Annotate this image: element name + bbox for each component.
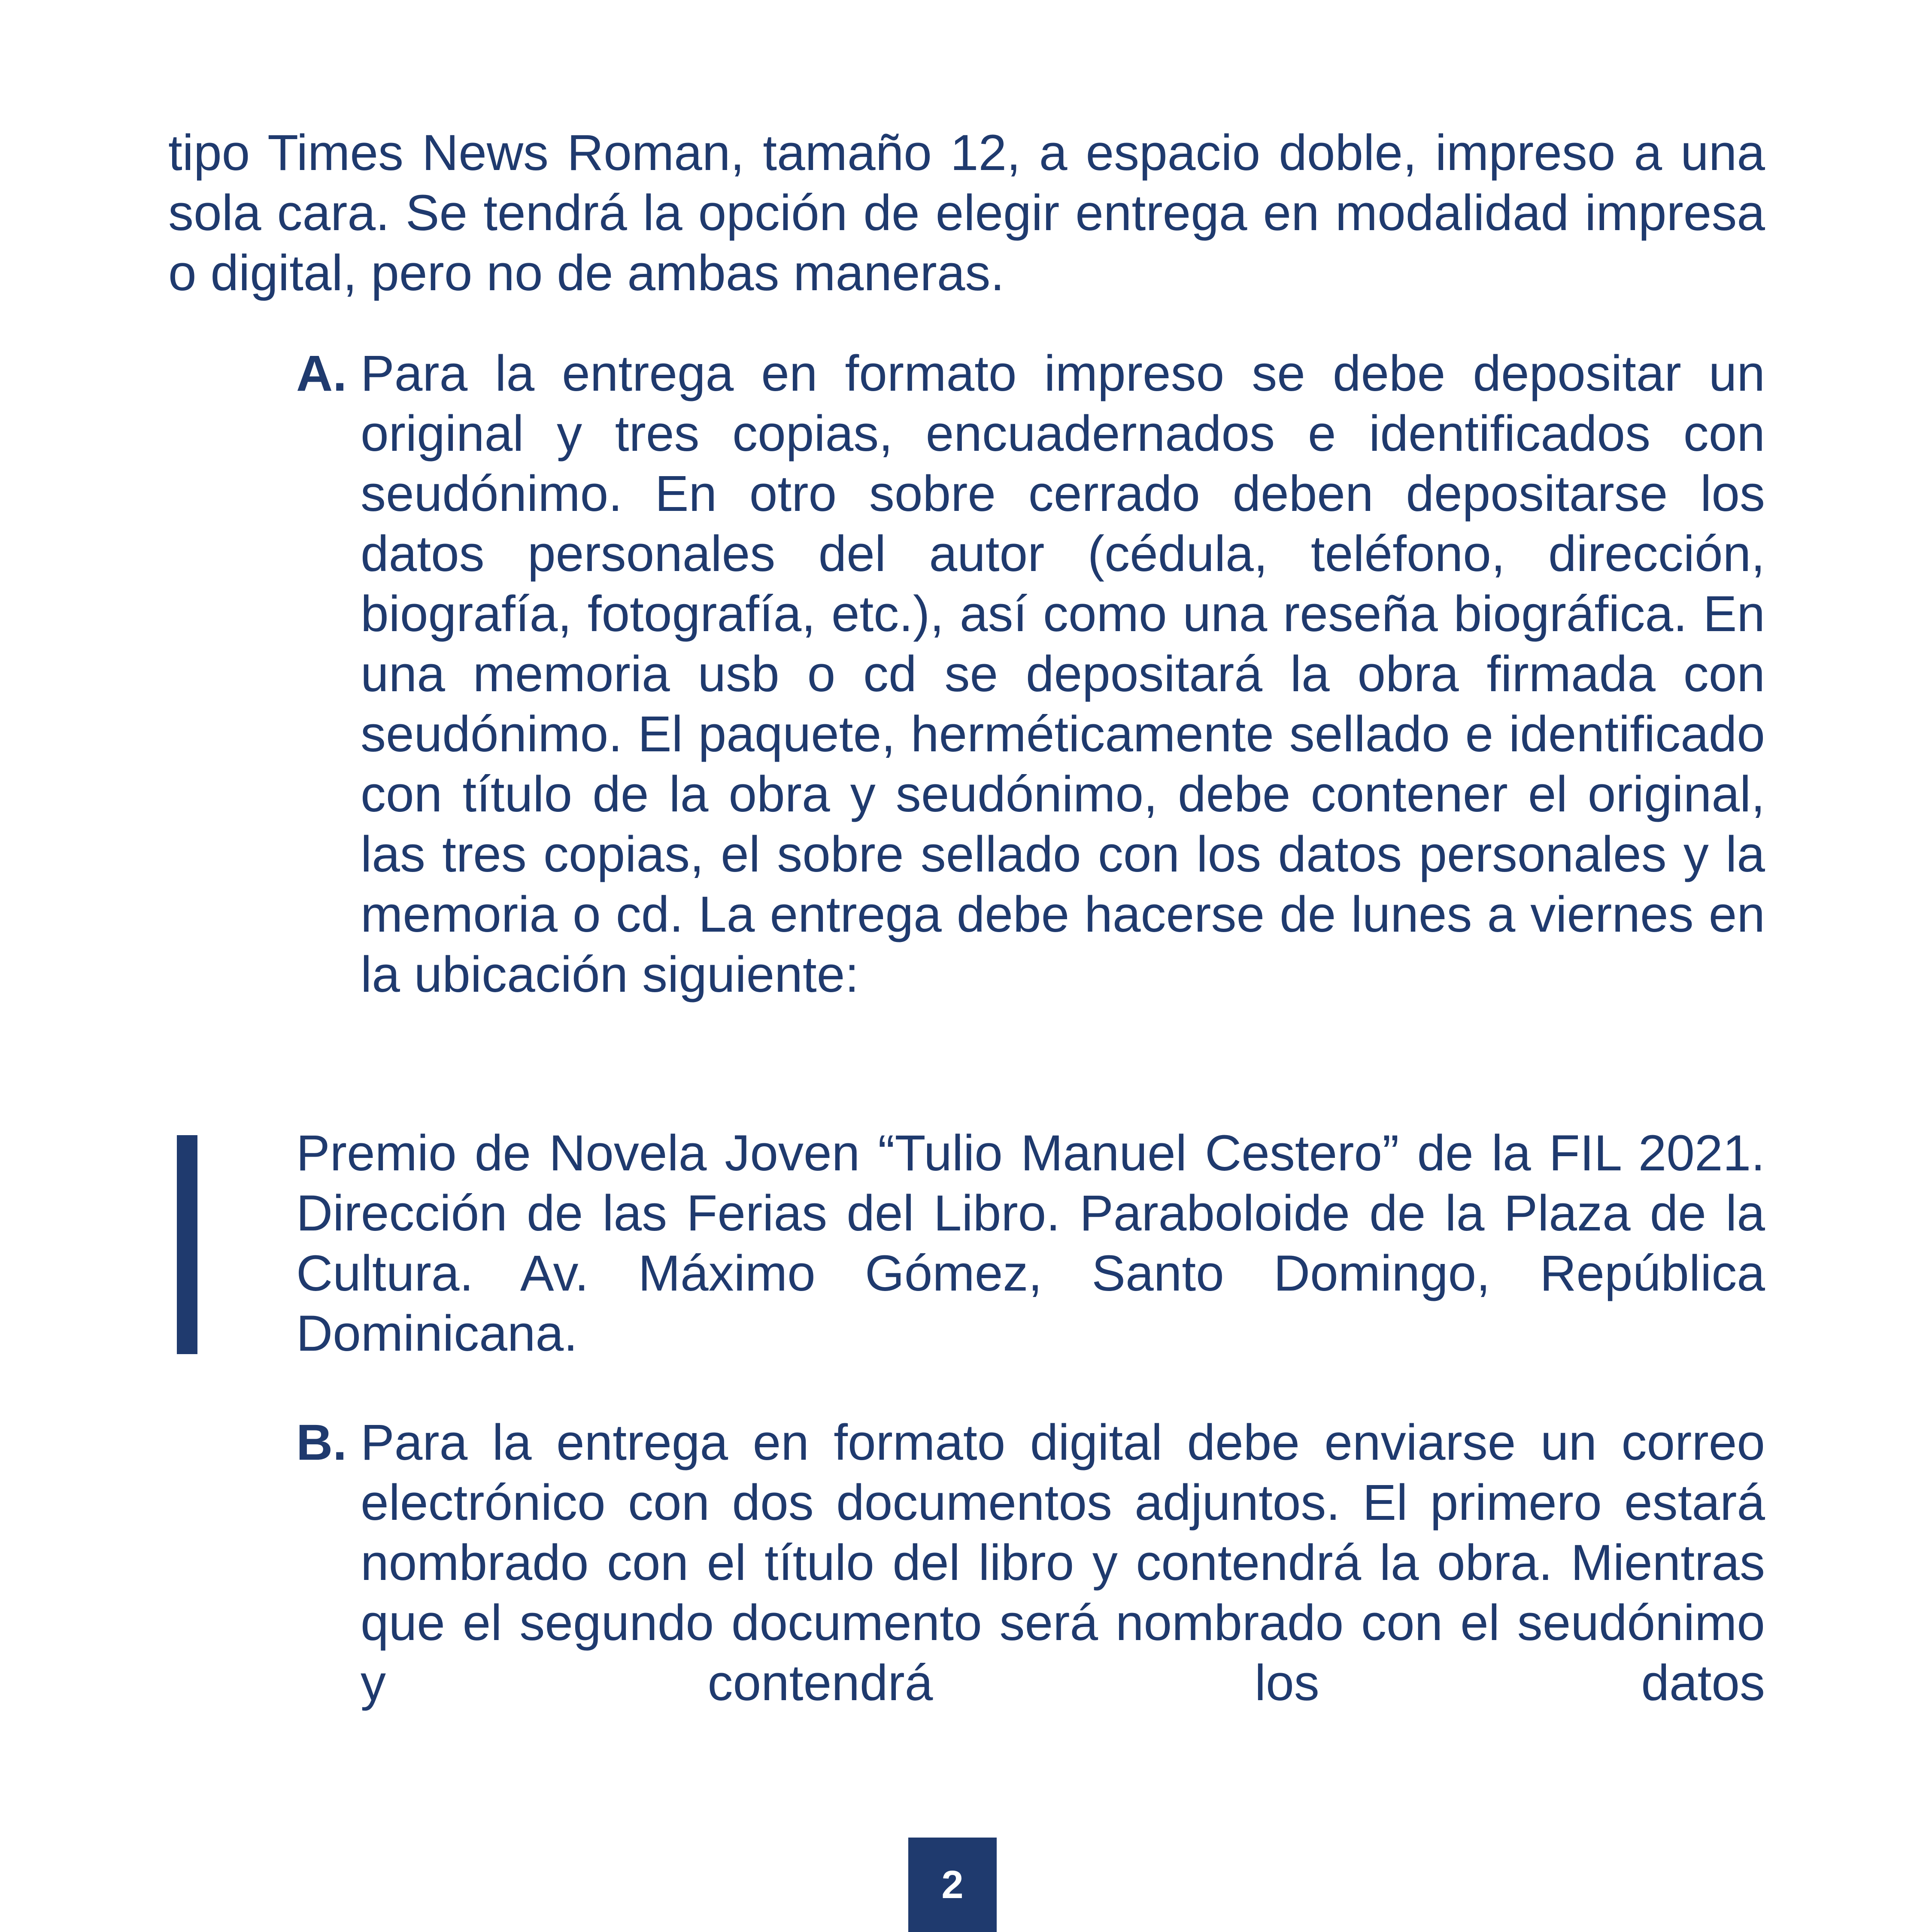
list-item-a-text: Para la entrega en formato impreso se debe depositar un original y tres copias, encuadernados e identificados con seudónimo. En otro sobre cerrado deben depositarse los datos personales del autor (cédula, teléfono, dirección, biografía, fotografía, etc.), así como una reseña biográfica. En una memoria usb o cd se depositará la obra firmada con seudónimo. El paquete, herméticamente sellado e identificado con título de la obra y seudónimo, debe contener el original, las tres copias, el sobre sellado con los datos personales y la memoria o cd. La entrega debe hacerse de lunes a viernes en la ubicación siguiente: (361, 345, 1765, 1003)
intro-paragraph: tipo Times News Roman, tamaño 12, a espacio doble, impreso a una sola cara. Se tendrá la opción de elegir entrega en modalidad impresa o digital, pero no de ambas maneras. (168, 125, 1765, 301)
address-block: Premio de Novela Joven “Tulio Manuel Cestero” de la FIL 2021. Dirección de las Ferias del Libro. Paraboloide de la Plaza de la Cultura. Av. Máximo Gómez, Santo Domingo, República Dominicana. (296, 1125, 1765, 1362)
list-item-b (296, 1413, 1765, 1713)
list-marker-a: A. (296, 345, 347, 402)
list-item-b-text: Para la entrega en formato digital debe enviarse un correo electrónico con dos documentos adjuntos. El primero estará nombrado con el título del libro y contendrá la obra. Mientras que el segundo documento será nombrado con el seudónimo y contendrá los datos (361, 1414, 1765, 1711)
page-number: 2 (941, 1862, 964, 1907)
list-marker-b: B. (296, 1414, 347, 1471)
address-accent-bar (177, 1135, 197, 1354)
list-item-a (296, 343, 1765, 1005)
page-number-box (908, 1838, 997, 1932)
